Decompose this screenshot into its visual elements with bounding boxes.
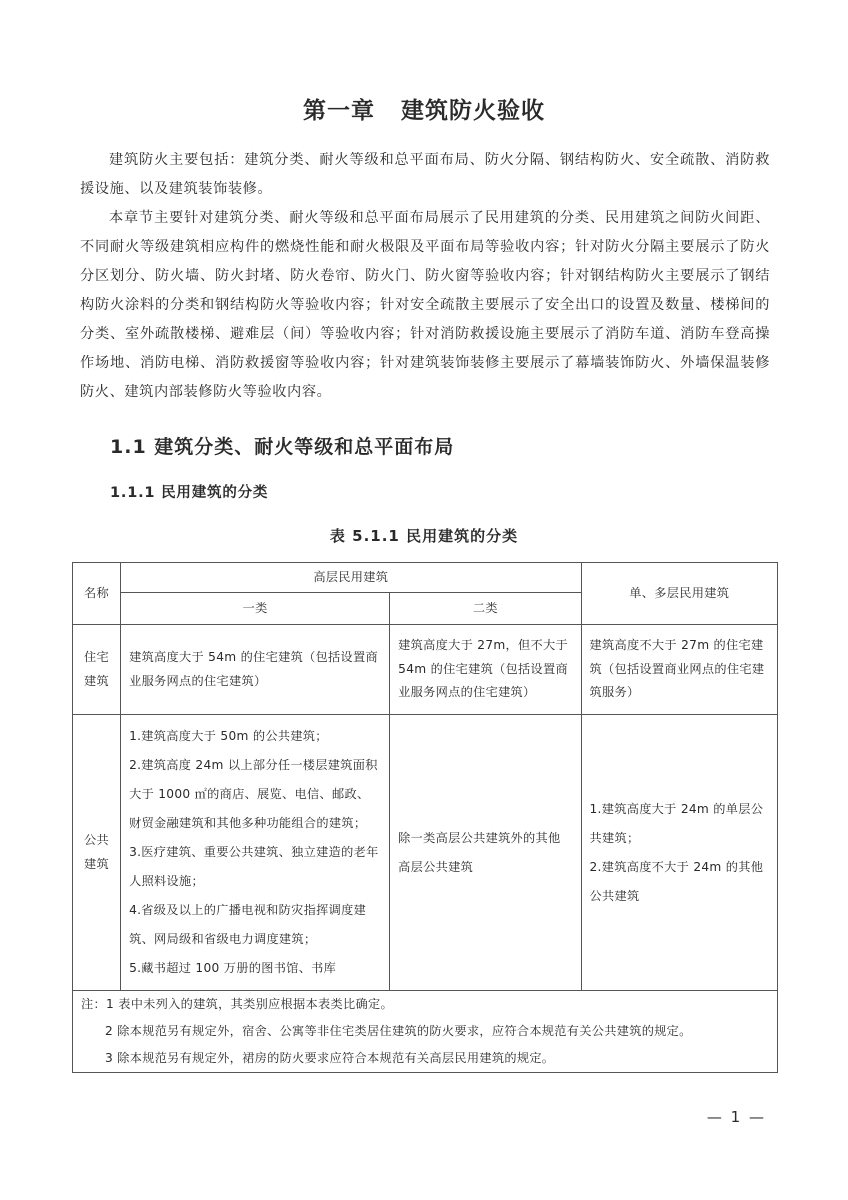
row-name-line: 住宅: [84, 650, 110, 664]
public-low-rise-item: 2.建筑高度不大于 24m 的其他公共建筑: [589, 859, 764, 903]
public-class-1-item: 5.藏书超过 100 万册的图书馆、书库: [129, 961, 337, 975]
table-note: 3 除本规范另有规定外，裙房的防火要求应符合本规范有关高层民用建筑的规定。: [105, 1051, 555, 1065]
intro-paragraph-1: 建筑防火主要包括：建筑分类、耐火等级和总平面布局、防火分隔、钢结构防火、安全疏散、消防救援设施、以及建筑装饰装修。: [80, 152, 770, 197]
public-class-1-item: 3.医疗建筑、重要公共建筑、独立建造的老年人照料设施；: [129, 845, 379, 888]
table-note: 2 除本规范另有规定外，宿舍、公寓等非住宅类居住建筑的防火要求，应符合本规范有关公共建筑的规定。: [105, 1024, 692, 1038]
row-name-line: 建筑: [84, 856, 110, 871]
table-notes: [73, 991, 778, 1073]
public-class-1-item: 4.省级及以上的广播电视和防灾指挥调度建筑、网局级和省级电力调度建筑；: [129, 903, 367, 946]
public-class-1-item: 2.建筑高度 24m 以上部分任一楼层建筑面积大于 1000 ㎡的商店、展览、电信、邮政、财贸金融建筑和其他多种功能组合的建筑；: [129, 758, 378, 830]
chapter-number: 第一章: [303, 98, 375, 124]
public-low-rise-item: 1.建筑高度大于 24m 的单层公共建筑；: [589, 801, 764, 845]
row-name-line: 建筑: [84, 673, 110, 688]
header-low-rise: 单、多层民用建筑: [581, 563, 778, 625]
table-row-residential: [73, 625, 778, 715]
public-low-rise: [581, 715, 778, 991]
residential-class-2: 建筑高度大于 27m，但不大于 54m 的住宅建筑（包括设置商业服务网点的住宅建筑）: [390, 625, 581, 715]
header-high-rise: 高层民用建筑: [121, 563, 581, 593]
page-number: — 1 —: [706, 1108, 766, 1126]
table-row-public: [73, 715, 778, 991]
header-class-1: 一类: [121, 593, 390, 625]
table-notes-row: [73, 991, 778, 1073]
row-name-line: 公共: [84, 833, 110, 847]
public-class-1: [121, 715, 390, 991]
public-class-1-item: 1.建筑高度大于 50m 的公共建筑；: [129, 729, 328, 743]
header-name: 名称: [73, 563, 121, 625]
intro-paragraph-2: 本章节主要针对建筑分类、耐火等级和总平面布局展示了民用建筑的分类、民用建筑之间防火间距、不同耐火等级建筑相应构件的燃烧性能和耐火极限及平面布局等验收内容；针对防火分隔主要展示了防火分区划分、防火墙、防火封堵、防火卷帘、防火门、防火窗等验收内容；针对钢结构防火主要展示了钢结构防火涂料的分类和钢结构防火等验收内容；针对安全疏散主要展示了安全出口的设置及数量、楼梯间的分类、室外疏散楼梯、避难层（间）等验收内容；针对消防救援设施主要展示了消防车道、消防车登高操作场地、消防电梯、消防救援窗等验收内容；针对建筑装饰装修主要展示了幕墙装饰防火、外墙保温装修防火、建筑内部装修防火等验收内容。: [80, 210, 770, 400]
chapter-name: 建筑防火验收: [401, 98, 545, 124]
public-class-2: 除一类高层公共建筑外的其他高层公共建筑: [390, 715, 581, 991]
table-note: 注：1 表中未列入的建筑，其类别应根据本表类比确定。: [81, 997, 393, 1011]
row-name-residential: [73, 625, 121, 715]
table-header-row: [73, 563, 778, 593]
header-class-2: 二类: [390, 593, 581, 625]
chapter-title: [0, 92, 848, 125]
section-heading: 1.1 建筑分类、耐火等级和总平面布局: [110, 436, 455, 458]
residential-class-1: 建筑高度大于 54m 的住宅建筑（包括设置商业服务网点的住宅建筑）: [121, 625, 390, 715]
row-name-public: [73, 715, 121, 991]
subsection-heading: 1.1.1 民用建筑的分类: [110, 485, 269, 501]
classification-table: [72, 562, 778, 1073]
residential-low-rise: 建筑高度不大于 27m 的住宅建筑（包括设置商业网点的住宅建筑服务）: [581, 625, 778, 715]
table-caption: 表 5.1.1 民用建筑的分类: [329, 527, 519, 545]
